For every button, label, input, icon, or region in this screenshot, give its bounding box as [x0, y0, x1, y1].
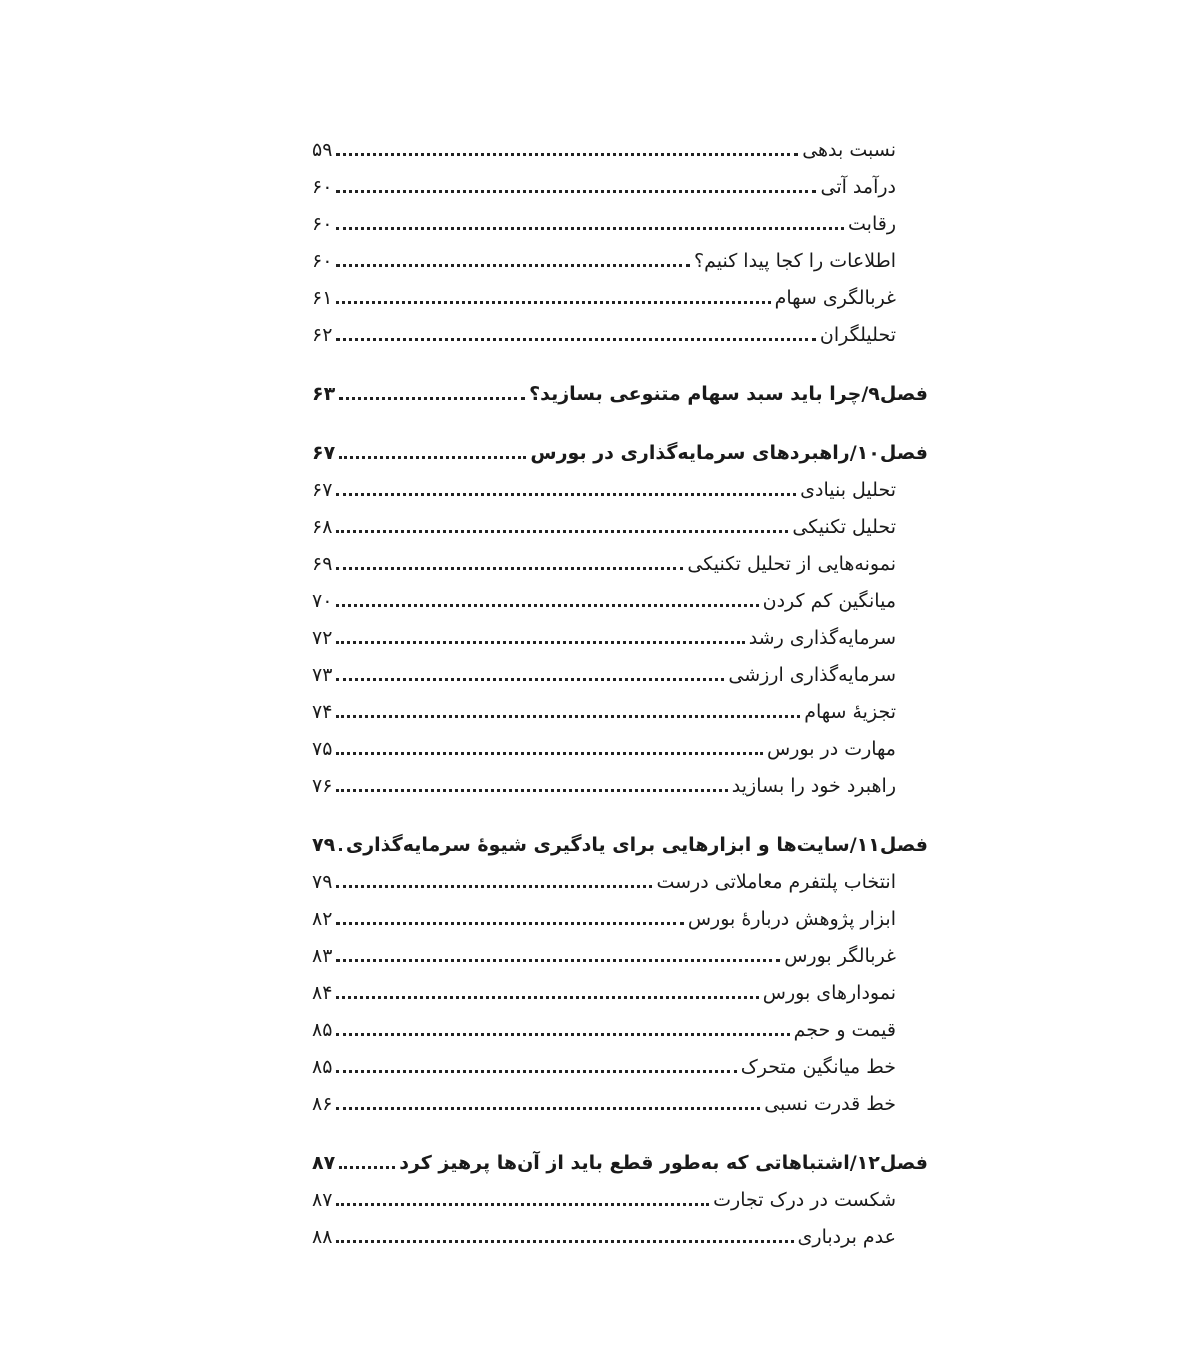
toc-section-entry: [312, 132, 928, 169]
toc-entry-page-number: ۶۰: [312, 213, 333, 235]
toc-section-entry: [312, 901, 928, 938]
toc-entry-page-number: ۶۹: [312, 553, 333, 575]
toc-section-entry: [312, 1219, 928, 1256]
toc-section-entry: [312, 509, 928, 546]
toc-entry-title: فصل۹/چرا باید سبد سهام متنوعی بسازید؟: [529, 383, 928, 405]
toc-entry-title: فصل۱۰/راهبردهای سرمایه‌گذاری در بورس: [530, 442, 928, 464]
toc-section-entry: [312, 206, 928, 243]
toc-entry-page-number: ۶۸: [312, 516, 333, 538]
dot-leader: [336, 789, 727, 792]
toc-section-entry: [312, 280, 928, 317]
toc-section-entry: [312, 938, 928, 975]
dot-leader: [336, 190, 816, 193]
toc-entry-page-number: ۷۹: [312, 871, 333, 893]
dot-leader: [336, 1240, 793, 1243]
dot-leader: [336, 1070, 736, 1073]
dot-leader: [336, 641, 744, 644]
toc-entry-page-number: ۸۴: [312, 982, 333, 1004]
toc-entry-page-number: ۶۱: [312, 287, 333, 309]
toc-entry-title: خط میانگین متحرک: [740, 1056, 896, 1078]
toc-entry-title: تحلیلگران: [819, 324, 896, 346]
toc-section-entry: [312, 472, 928, 509]
toc-entry-page-number: ۸۵: [312, 1019, 333, 1041]
toc-chapter-entry: [312, 435, 928, 472]
dot-leader: [336, 1203, 709, 1206]
dot-leader: [336, 338, 816, 341]
dot-leader: [339, 397, 525, 400]
dot-leader: [336, 493, 796, 496]
dot-leader: [336, 301, 770, 304]
toc-entry-title: اطلاعات را کجا پیدا کنیم؟: [694, 250, 896, 272]
toc-entry-title: مهارت در بورس: [767, 738, 896, 760]
toc-section-entry: [312, 731, 928, 768]
toc-entry-title: سرمایه‌گذاری ارزشی: [728, 664, 896, 686]
toc-section-entry: [312, 317, 928, 354]
toc-entry-page-number: ۸۷: [312, 1152, 336, 1174]
toc-entry-title: نسبت بدهی: [802, 139, 896, 161]
table-of-contents: [312, 132, 928, 1256]
toc-section-entry: [312, 169, 928, 206]
dot-leader: [336, 996, 758, 999]
toc-entry-page-number: ۶۰: [312, 176, 333, 198]
toc-section-entry: [312, 657, 928, 694]
toc-entry-page-number: ۸۵: [312, 1056, 333, 1078]
toc-entry-page-number: ۶۷: [312, 442, 336, 464]
dot-leader: [336, 885, 652, 888]
toc-section-entry: [312, 546, 928, 583]
toc-entry-title: شکست در درک تجارت: [713, 1189, 896, 1211]
toc-entry-title: غربالگری سهام: [774, 287, 896, 309]
toc-entry-title: تجزیۀ سهام: [804, 701, 896, 723]
dot-leader: [336, 752, 763, 755]
toc-entry-page-number: ۸۷: [312, 1189, 333, 1211]
dot-leader: [336, 227, 844, 230]
toc-entry-page-number: ۶۷: [312, 479, 333, 501]
toc-chapter-entry: [312, 827, 928, 864]
toc-entry-title: سرمایه‌گذاری رشد: [748, 627, 896, 649]
toc-entry-page-number: ۵۹: [312, 139, 333, 161]
toc-entry-title: تحلیل تکنیکی: [792, 516, 896, 538]
dot-leader: [339, 1166, 395, 1169]
dot-leader: [336, 567, 683, 570]
toc-section-entry: [312, 1012, 928, 1049]
toc-entry-page-number: ۸۸: [312, 1226, 333, 1248]
toc-entry-page-number: ۷۶: [312, 775, 333, 797]
dot-leader: [336, 678, 724, 681]
toc-entry-title: تحلیل بنیادی: [800, 479, 896, 501]
toc-entry-page-number: ۸۳: [312, 945, 333, 967]
toc-section-entry: [312, 1049, 928, 1086]
toc-entry-page-number: ۷۴: [312, 701, 333, 723]
toc-entry-title: فصل۱۱/سایت‌ها و ابزارهایی برای یادگیری شیوۀ سرمایه‌گذاری: [345, 834, 928, 856]
toc-chapter-entry: [312, 1145, 928, 1182]
toc-section-entry: [312, 243, 928, 280]
dot-leader: [336, 153, 798, 156]
toc-entry-title: نمونه‌هایی از تحلیل تکنیکی: [687, 553, 896, 575]
toc-entry-title: درآمد آتی: [820, 176, 896, 198]
toc-entry-title: عدم بردباری: [797, 1226, 896, 1248]
dot-leader: [339, 848, 342, 851]
toc-chapter-entry: [312, 376, 928, 413]
toc-entry-title: رقابت: [848, 213, 896, 235]
toc-section-entry: [312, 768, 928, 805]
dot-leader: [336, 530, 788, 533]
toc-entry-title: غربالگر بورس: [784, 945, 896, 967]
toc-section-entry: [312, 620, 928, 657]
toc-section-entry: [312, 975, 928, 1012]
toc-entry-title: میانگین کم کردن: [762, 590, 896, 612]
dot-leader: [336, 1107, 760, 1110]
toc-entry-page-number: ۸۶: [312, 1093, 333, 1115]
dot-leader: [336, 604, 758, 607]
toc-entry-title: راهبرد خود را بسازید: [731, 775, 896, 797]
dot-leader: [336, 1033, 789, 1036]
toc-entry-page-number: ۸۲: [312, 908, 333, 930]
toc-entry-page-number: ۷۵: [312, 738, 333, 760]
toc-section-entry: [312, 583, 928, 620]
toc-entry-title: انتخاب پلتفرم معاملاتی درست: [656, 871, 896, 893]
dot-leader: [336, 959, 780, 962]
toc-entry-title: خط قدرت نسبی: [764, 1093, 896, 1115]
toc-section-entry: [312, 864, 928, 901]
toc-entry-title: ابزار پژوهش دربارۀ بورس: [687, 908, 896, 930]
toc-section-entry: [312, 694, 928, 731]
toc-entry-page-number: ۷۹: [312, 834, 336, 856]
dot-leader: [339, 456, 526, 459]
toc-entry-page-number: ۷۰: [312, 590, 333, 612]
toc-entry-page-number: ۷۲: [312, 627, 333, 649]
toc-entry-page-number: ۷۳: [312, 664, 333, 686]
dot-leader: [336, 264, 690, 267]
dot-leader: [336, 922, 683, 925]
toc-entry-title: قیمت و حجم: [793, 1019, 896, 1041]
toc-entry-page-number: ۶۰: [312, 250, 333, 272]
toc-entry-title: فصل۱۲/اشتباهاتی که به‌طور قطع باید از آن‌ها پرهیز کرد: [399, 1152, 928, 1174]
dot-leader: [336, 715, 800, 718]
toc-entry-page-number: ۶۲: [312, 324, 333, 346]
toc-entry-title: نمودارهای بورس: [762, 982, 896, 1004]
toc-section-entry: [312, 1182, 928, 1219]
toc-entry-page-number: ۶۳: [312, 383, 336, 405]
toc-section-entry: [312, 1086, 928, 1123]
